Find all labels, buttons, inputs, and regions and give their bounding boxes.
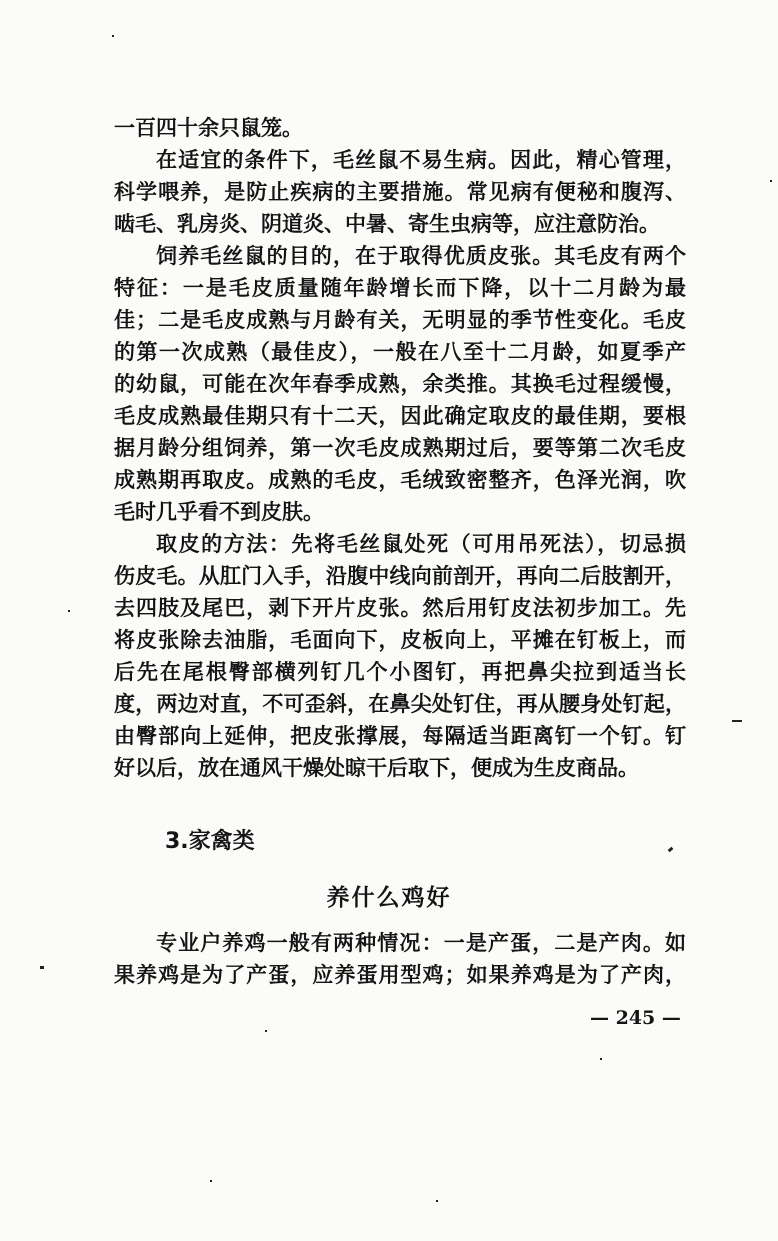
text-line: 科学喂养，是防止疾病的主要措施。常见病有便秘和腹泻、 xyxy=(114,179,686,204)
text-line: 啮毛、乳房炎、阴道炎、中暑、寄生虫病等，应注意防治。 xyxy=(114,211,660,236)
text-line: 在适宜的条件下，毛丝鼠不易生病。因此，精心管理， xyxy=(156,147,686,172)
scan-speck xyxy=(436,1200,438,1202)
scan-speck xyxy=(68,610,70,612)
bottom-text-block xyxy=(114,927,686,991)
text-line: 伤皮毛。从肛门入手，沿腹中线向前剖开，再向二后肢割开， xyxy=(114,563,686,588)
text-line: 专业户养鸡一般有两种情况：一是产蛋，二是产肉。如 xyxy=(156,930,686,955)
text-line: 饲养毛丝鼠的目的，在于取得优质皮张。其毛皮有两个 xyxy=(156,243,686,268)
text-line: 据月龄分组饲养，第一次毛皮成熟期过后，要等第二次毛皮 xyxy=(114,435,686,460)
text-line: 去四肢及尾巴，剥下开片皮张。然后用钉皮法初步加工。先 xyxy=(114,595,686,620)
text-line: 的第一次成熟（最佳皮），一般在八至十二月龄，如夏季产 xyxy=(114,339,686,364)
main-text-block xyxy=(114,112,686,784)
page-number: — 245 — xyxy=(590,1007,681,1029)
article-title: 养什么鸡好 xyxy=(326,884,452,911)
text-line: 特征：一是毛皮质量随年龄增长而下降，以十二月龄为最 xyxy=(114,275,686,300)
text-line: 一百四十余只鼠笼。 xyxy=(114,115,303,140)
text-line: 后先在尾根臀部横列钉几个小图钉，再把鼻尖拉到适当长 xyxy=(114,659,686,684)
text-line: 好以后，放在通风干燥处晾干后取下，便成为生皮商品。 xyxy=(114,755,639,780)
scan-speck xyxy=(668,847,674,853)
scan-speck xyxy=(732,720,742,722)
scan-speck xyxy=(40,966,44,969)
text-line: 果养鸡是为了产蛋，应养蛋用型鸡；如果养鸡是为了产肉， xyxy=(114,962,686,987)
text-line: 的幼鼠，可能在次年春季成熟，余类推。其换毛过程缓慢， xyxy=(114,371,686,396)
text-line: 毛时几乎看不到皮肤。 xyxy=(114,499,324,524)
scan-speck xyxy=(600,1058,602,1060)
scan-speck xyxy=(265,1030,267,1032)
section-heading: 3.家禽类 xyxy=(165,829,255,854)
scan-speck xyxy=(770,180,772,182)
text-line: 取皮的方法：先将毛丝鼠处死（可用吊死法），切忌损 xyxy=(156,531,686,556)
text-line: 度，两边对直，不可歪斜，在鼻尖处钉住，再从腰身处钉起， xyxy=(114,691,686,716)
scan-speck xyxy=(210,1180,212,1182)
text-line: 由臀部向上延伸，把皮张撑展，每隔适当距离钉一个钉。钉 xyxy=(114,723,686,748)
text-line: 将皮张除去油脂，毛面向下，皮板向上，平摊在钉板上，而 xyxy=(114,627,686,652)
text-line: 佳；二是毛皮成熟与月龄有关，无明显的季节性变化。毛皮 xyxy=(114,307,686,332)
text-line: 毛皮成熟最佳期只有十二天，因此确定取皮的最佳期，要根 xyxy=(114,403,686,428)
text-line: 成熟期再取皮。成熟的毛皮，毛绒致密整齐，色泽光润，吹 xyxy=(114,467,686,492)
scan-speck xyxy=(112,35,114,37)
